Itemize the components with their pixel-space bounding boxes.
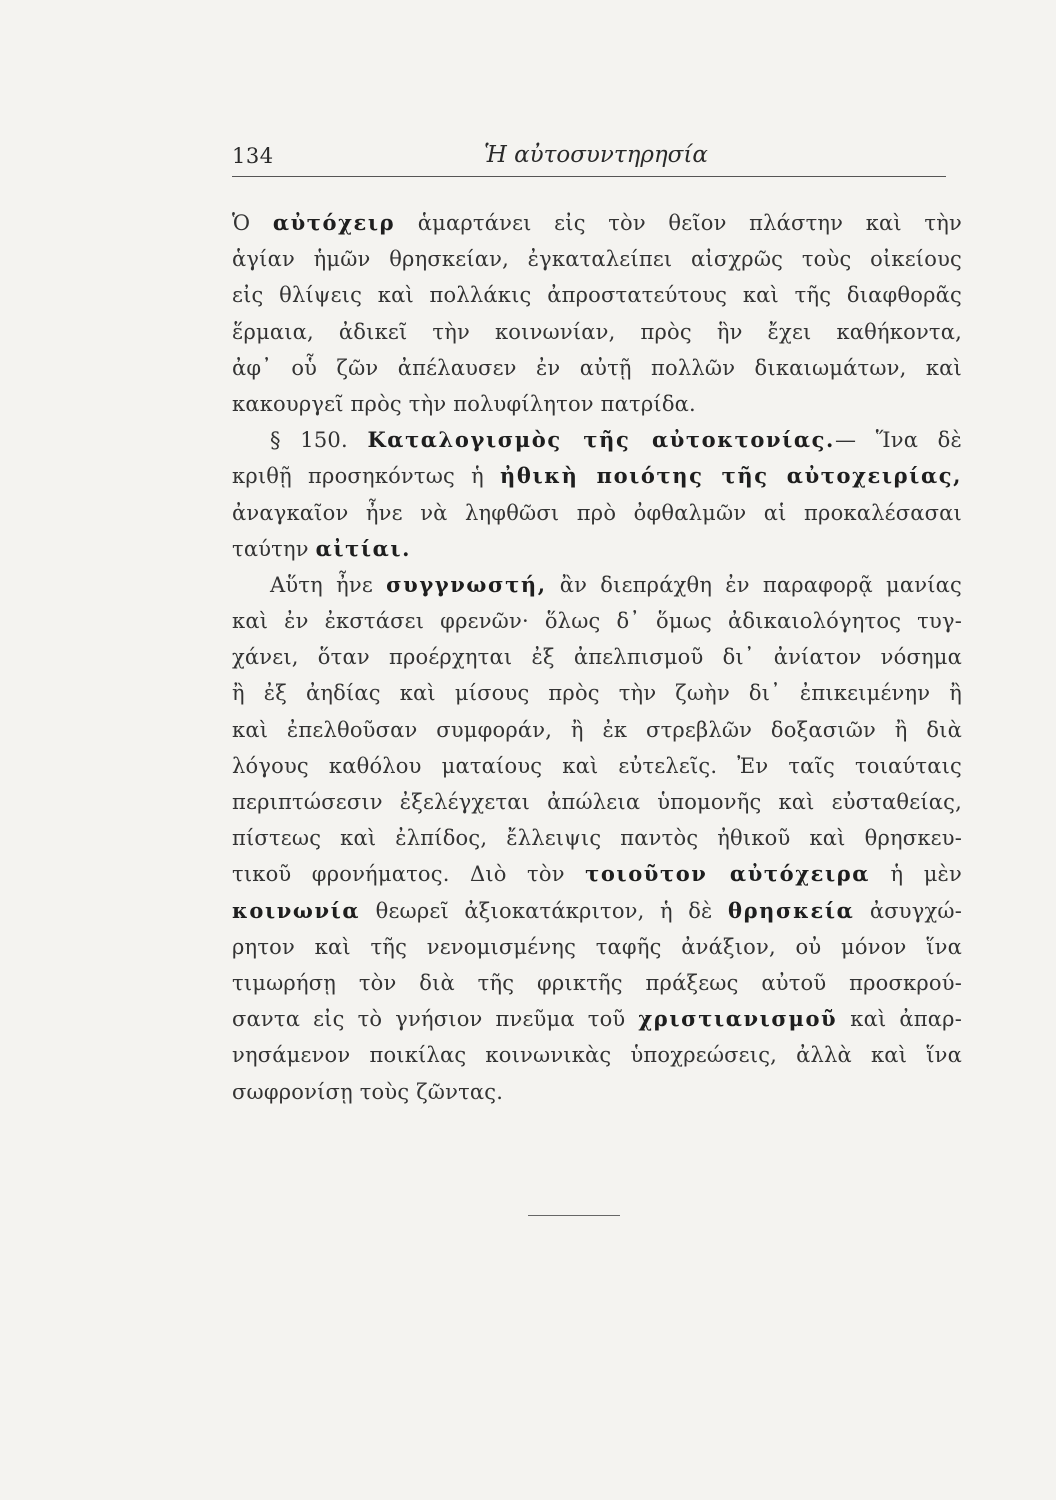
emphasized-term: αὐτόχειρ: [272, 210, 396, 235]
text-line: [232, 893, 962, 929]
text-segment: καὶ ἀπαρ-: [837, 1007, 962, 1032]
text-segment: περιπτώσεσιν ἐξελέγχεται ἀπώλεια ὑπομονῆς καὶ εὐσταθείας,: [232, 790, 962, 814]
text-line: [232, 567, 962, 603]
text-line: [232, 458, 962, 494]
text-line: [232, 241, 962, 277]
text-segment: ἀσυγχώ-: [854, 898, 962, 923]
text-segment: ἀναγκαῖον ἦνε νὰ ληφθῶσι πρὸ ὀφθαλμῶν αἱ προκαλέσασαι: [232, 500, 962, 525]
text-line: [232, 965, 962, 1001]
text-segment: ἕρμαια, ἀδικεῖ τὴν κοινωνίαν, πρὸς ἣν ἔχει καθήκοντα,: [232, 319, 962, 344]
text-segment: πίστεως καὶ ἐλπίδος, ἔλλειψις παντὸς ἠθικοῦ καὶ θρησκευ-: [232, 826, 962, 851]
text-line: [232, 495, 962, 531]
text-line: [232, 277, 962, 313]
text-line: [232, 639, 962, 675]
text-segment: ταύτην: [232, 536, 316, 561]
text-segment: λόγους καθόλου ματαίους καὶ εὐτελεῖς. Ἐν ταῖς τοιαύταις: [232, 753, 962, 778]
text-line: [232, 1001, 962, 1037]
text-line: [232, 1074, 962, 1110]
emphasized-term: συγγνωστή,: [386, 571, 547, 597]
text-segment: ἂν διεπράχθη ἐν παραφορᾷ μανίας: [546, 572, 962, 597]
text-segment: Ὁ: [232, 211, 273, 235]
text-line: [232, 712, 962, 748]
text-segment: — Ἵνα δὲ: [834, 428, 962, 453]
page-number: 134: [232, 144, 274, 168]
text-line: [232, 205, 962, 241]
text-line: [232, 314, 962, 350]
end-rule: [528, 1215, 620, 1216]
text-line: [232, 856, 962, 892]
emphasized-term: θρησκεία: [728, 897, 855, 923]
text-line: [232, 350, 962, 386]
body-text: [232, 205, 962, 1110]
text-segment: σαντα εἰς τὸ γνήσιον πνεῦμα τοῦ: [232, 1007, 639, 1032]
text-line: [232, 675, 962, 711]
text-segment: εἰς θλίψεις καὶ πολλάκις ἀπροστατεύτους καὶ τῆς διαφθορᾶς: [232, 283, 962, 308]
emphasized-term: χριστιανισμοῦ: [638, 1006, 838, 1032]
text-segment: τικοῦ φρονήματος. Διὸ τὸν: [232, 862, 586, 887]
text-line: [232, 820, 962, 856]
text-segment: νησάμενον ποικίλας κοινωνικὰς ὑποχρεώσεις, ἀλλὰ καὶ ἵνα: [232, 1043, 962, 1068]
text-line: [232, 748, 962, 784]
text-line: [232, 1037, 962, 1073]
text-segment: θεωρεῖ ἀξιοκατάκριτον, ἡ δὲ: [360, 898, 728, 923]
text-line: [232, 531, 962, 567]
text-line: [232, 603, 962, 639]
text-segment: καὶ ἐπελθοῦσαν συμφοράν, ἢ ἐκ στρεβλῶν δοξασιῶν ἢ διὰ: [232, 717, 962, 742]
text-line: [232, 422, 962, 458]
emphasized-term: Καταλογισμὸς τῆς αὐτοκτονίας.: [367, 427, 835, 453]
emphasized-term: ἠθικὴ ποιότης τῆς αὐτοχειρίας,: [500, 463, 962, 489]
text-segment: ἁγίαν ἡμῶν θρησκείαν, ἐγκαταλείπει αἰσχρῶς τοὺς οἰκείους: [232, 247, 962, 272]
header-rule: [232, 176, 946, 177]
running-title: Ἡ αὐτοσυντηρησία: [484, 142, 708, 168]
emphasized-term: κοινωνία: [232, 897, 361, 923]
text-line: [232, 929, 962, 965]
text-segment: τιμωρήσῃ τὸν διὰ τῆς φρικτῆς πράξεως αὐτοῦ προσκρού-: [232, 970, 962, 995]
text-segment: § 150.: [270, 428, 368, 453]
emphasized-term: αἰτίαι.: [315, 535, 412, 561]
text-segment: κριθῇ προσηκόντως ἡ: [232, 464, 500, 489]
text-segment: καὶ ἐν ἐκστάσει φρενῶν· ὅλως δ᾿ ὅμως ἀδικαιολόγητος τυγ-: [232, 609, 962, 634]
text-segment: σωφρονίσῃ τοὺς ζῶντας.: [232, 1079, 504, 1104]
text-segment: κακουργεῖ πρὸς τὴν πολυφίλητον πατρίδα.: [232, 391, 696, 416]
text-segment: ἁμαρτάνει εἰς τὸν θεῖον πλάστην καὶ τὴν: [395, 211, 962, 235]
text-segment: Αὕτη ἦνε: [270, 572, 387, 597]
page-header: [232, 140, 946, 176]
text-segment: ἀφ᾿ οὗ ζῶν ἀπέλαυσεν ἐν αὐτῇ πολλῶν δικαιωμάτων, καὶ: [232, 355, 962, 380]
text-segment: χάνει, ὅταν προέρχηται ἐξ ἀπελπισμοῦ δι᾿ ἀνίατον νόσημα: [232, 645, 962, 670]
text-segment: ἡ μὲν: [870, 862, 962, 887]
text-segment: ρητον καὶ τῆς νενομισμένης ταφῆς ἀνάξιον, οὐ μόνον ἵνα: [232, 934, 962, 959]
text-line: [232, 386, 962, 422]
text-segment: ἢ ἐξ ἀηδίας καὶ μίσους πρὸς τὴν ζωὴν δι᾿ ἐπικειμένην ἢ: [232, 681, 962, 706]
emphasized-term: τοιοῦτον αὐτόχειρα: [585, 861, 871, 887]
text-line: [232, 784, 962, 820]
